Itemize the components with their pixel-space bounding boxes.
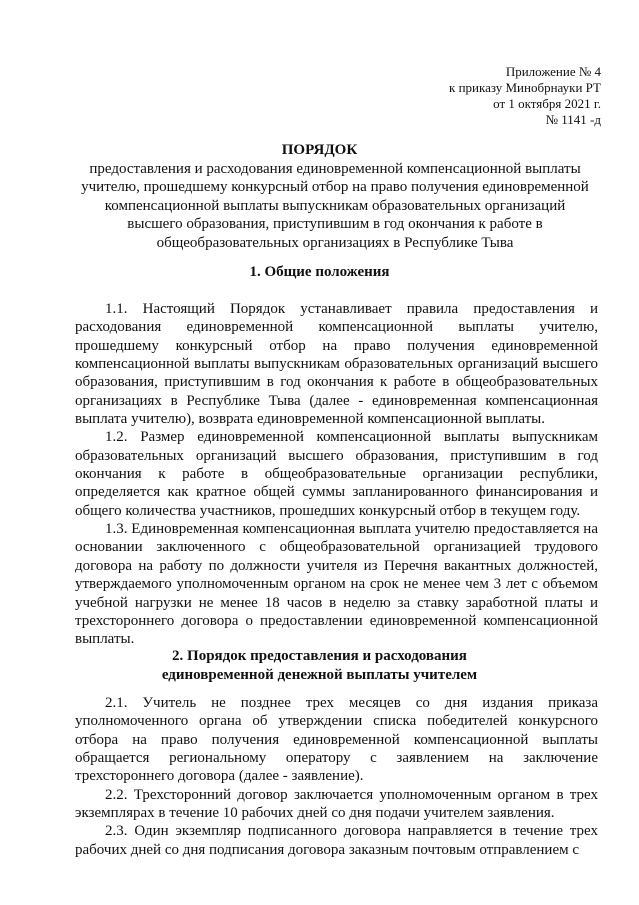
paragraph-2-3: 2.3. Один экземпляр подписанного договора направляется в течение трех рабочих дней со дня подписания договора заказным почтовым отправлением с [75, 823, 598, 858]
appendix-date: от 1 октября 2021 г. [493, 96, 601, 111]
paragraph-2-2: 2.2. Трехсторонний договор заключается уполномоченным органом в трех экземплярах в течение 10 рабочих дней со дня подачи учителем заявления. [75, 786, 598, 822]
paragraph-1-2: 1.2. Размер единовременной компенсационной выплаты выпускникам образовательных организаций высшего образования, приступившим в год окончания к работе в общеобразовательные организации республики, определяется как кратное общей суммы запланированного финансирования и общего количества участников, прошедших конкурсный отбор в текущем году. [75, 429, 598, 519]
document-title: ПОРЯДОК [281, 142, 358, 158]
paragraph-1-3: 1.3. Единовременная компенсационная выплата учителю предоставляется на основании заключенного с общеобразовательной организацией трудового договора на работу по должности учителя из Перечня вакантных должностей, утверждаемого уполномоченным органом на срок не менее чем 3 лет с объемом учебной нагрузки не менее 18 часов в неделю за ставку заработной платы и трехстороннего договора о предоставлении единовременной компенсационной выплаты. [75, 521, 598, 648]
appendix-reference [449, 64, 601, 128]
section-1-heading: 1. Общие положения [249, 264, 390, 280]
paragraph-2-1: 2.1. Учитель не позднее трех месяцев со дня издания приказа уполномоченного органа об утверждении списка победителей конкурсного отбора на право получения единовременной компенсационной выплаты обращается региональному оператору с заявлением на заключение трехстороннего договора (далее - заявление). [75, 695, 598, 785]
paragraph-1-1: 1.1. Настоящий Порядок устанавливает правила предоставления и расходования единовременной компенсационной выплаты учителю, прошедшему конкурсный отбор на право получения единовременной компенсационной выплаты выпускникам образовательных организаций высшего образования, приступившим в год окончания к работе в общеобразовательных организациях в Республике Тыва (далее - единовременная компенсационная выплата учителю), возврата единовременной компенсационной выплаты. [75, 301, 598, 428]
section-1-body [75, 300, 598, 649]
appendix-order-number: № 1141 -д [545, 112, 601, 127]
section-2-body [75, 694, 598, 859]
appendix-order-ref: к приказу Минобрнауки РТ [449, 80, 601, 95]
section-2-heading-line-2: единовременной денежной выплаты учителем [161, 666, 478, 683]
section-2-heading [0, 647, 639, 684]
section-2-heading-line-1: 2. Порядок предоставления и расходования [172, 648, 467, 664]
appendix-number: Приложение № 4 [505, 64, 601, 79]
document-subtitle: предоставления и расходования единовременной компенсационной выплаты учителю, прошедшему конкурсный отбор на право получения единовременной компенсационной выплаты выпускникам образовательных организаций высшего образования, приступившим в год окончания к работе в общеобразовательных организациях в Республике Тыва [81, 161, 589, 251]
